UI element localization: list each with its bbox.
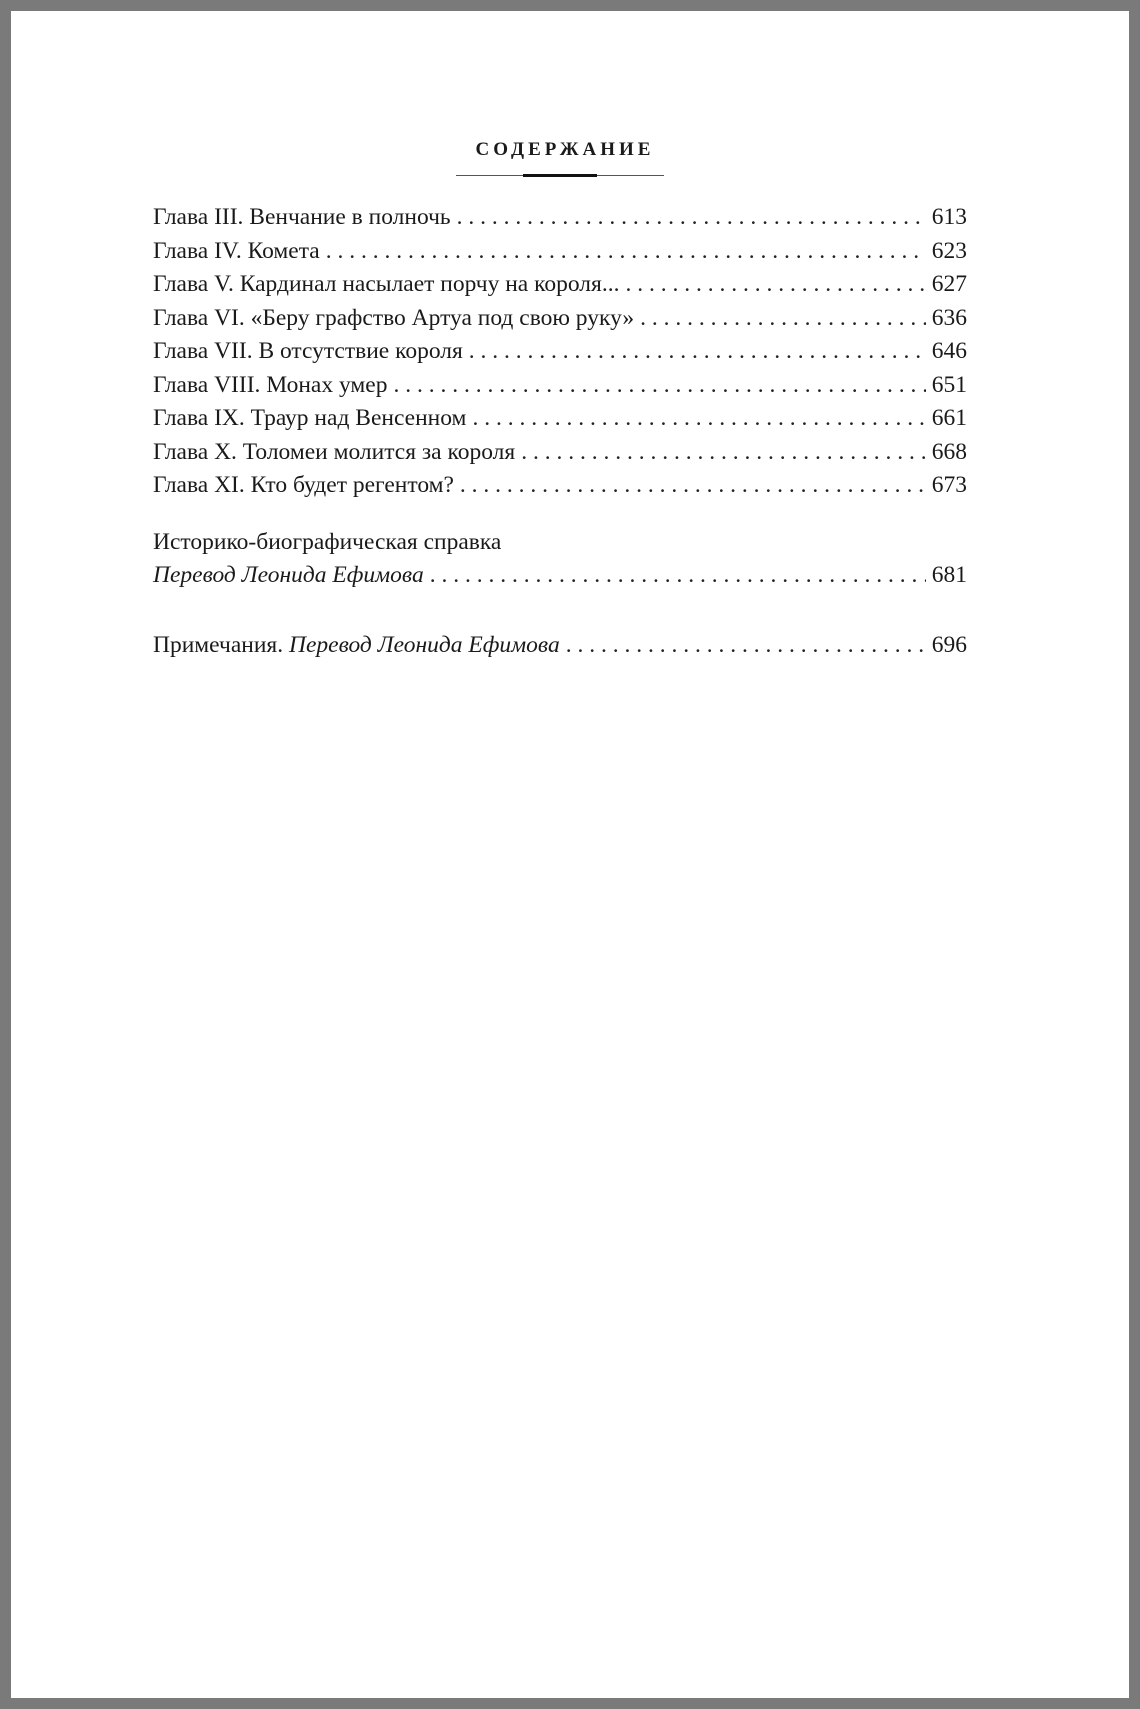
rule-thick-bar [523,174,597,177]
toc-entry-title: Глава IX. Траур над Венсенном [153,405,467,431]
toc-entry-title: Глава VIII. Монах умер [153,371,388,398]
toc-entry-title: Глава V. Кардинал насылает порчу на короля... [153,271,620,297]
dot-leader [469,335,926,369]
dot-leader [640,302,926,336]
dot-leader [457,201,926,235]
dot-leader [393,369,925,403]
dot-leader [521,436,926,470]
notes-entry[interactable] [153,629,967,663]
toc-entry-title: Глава VI. «Беру графство Артуа под свою руку» [153,304,635,331]
reference-title: Историко-биографическая справка [153,528,502,555]
toc-entry-page: 613 [931,204,967,230]
reference-page: 681 [931,562,967,588]
toc-entry[interactable] [153,369,967,403]
notes-translator: Перевод Леонида Ефимова [288,631,560,658]
table-of-contents [153,139,967,662]
reference-entry[interactable] [153,526,967,593]
notes-label: Примечания. [153,631,284,658]
toc-entry[interactable] [153,335,967,369]
notes-title [153,629,560,663]
toc-entry-title: Глава IV. Комета [153,237,320,264]
title-ornament-rule [153,171,967,181]
toc-entry-title: Глава X. Толомеи молится за короля [153,438,516,465]
spacer [153,593,967,629]
toc-entry[interactable] [153,235,967,269]
toc-entry[interactable] [153,268,967,302]
dot-leader [430,559,926,593]
toc-entry-page: 668 [931,438,967,465]
toc-entry[interactable] [153,469,967,503]
chapter-list [153,201,967,503]
toc-entry[interactable] [153,302,967,336]
spacer [153,503,967,526]
toc-entry-title: Глава XI. Кто будет регентом? [153,472,454,498]
toc-entry[interactable] [153,402,967,436]
toc-entry-page: 627 [931,271,967,297]
notes-page: 696 [931,631,967,658]
reference-translator: Перевод Леонида Ефимова [153,562,424,588]
dot-leader [566,629,926,663]
toc-entry-page: 636 [931,304,967,331]
toc-entry-page: 623 [931,237,967,264]
toc-entry-page: 651 [931,371,967,398]
dot-leader [326,235,926,269]
dot-leader [472,402,925,436]
toc-entry-title: Глава III. Венчание в полночь [153,204,451,230]
toc-entry-page: 661 [931,405,967,431]
toc-entry-page: 646 [931,338,967,364]
reference-translator-row [153,559,967,593]
page-title: СОДЕРЖАНИЕ [475,139,655,160]
toc-entry[interactable] [153,201,967,235]
dot-leader [625,268,925,302]
toc-entry[interactable] [153,436,967,470]
toc-entry-page: 673 [931,472,967,498]
toc-entry-title: Глава VII. В отсутствие короля [153,338,463,364]
dot-leader [460,469,926,503]
